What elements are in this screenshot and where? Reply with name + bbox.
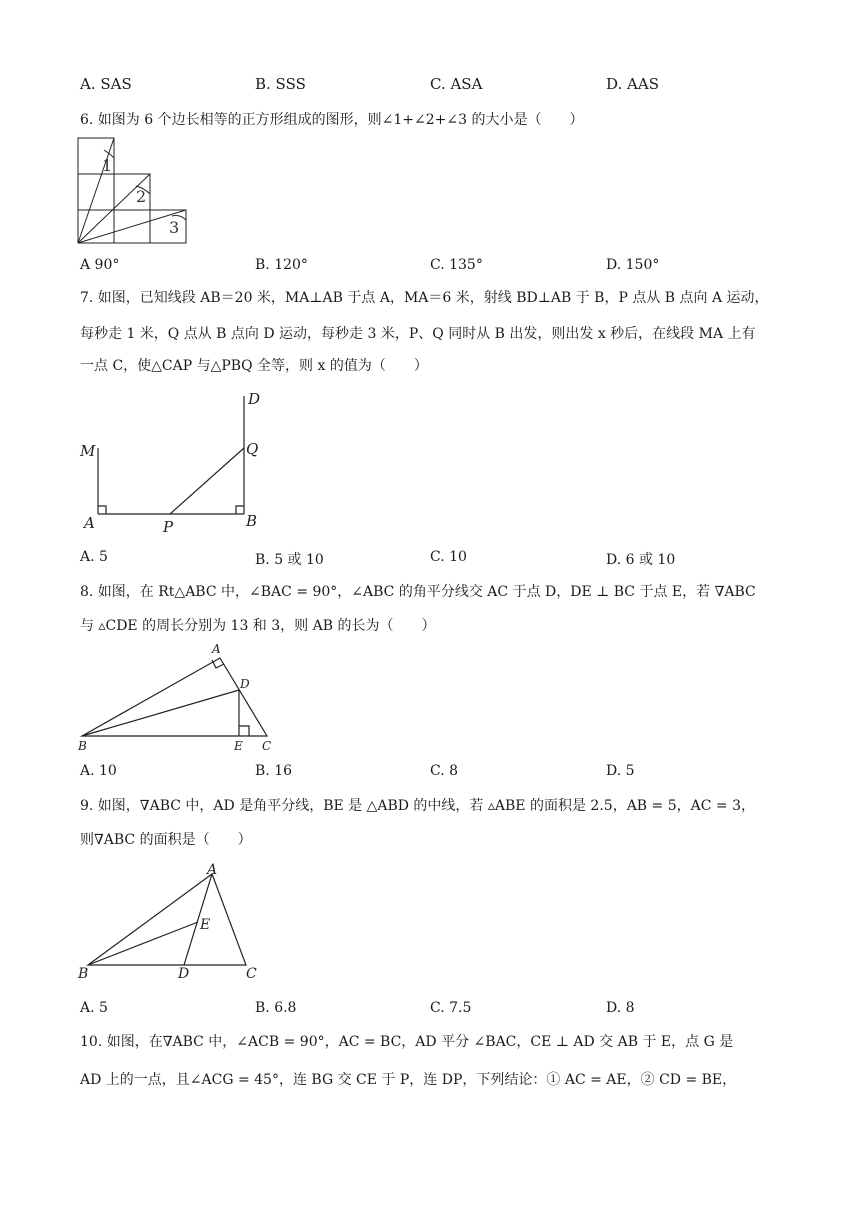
q7-stem-line-2: 每秒走 1 米，Q 点从 B 点向 D 运动，每秒走 3 米，P、Q 同时从 B 出发，则出发 x 秒后，在线段 MA 上有: [80, 326, 756, 342]
q8-stem-line-2: 与 ▵CDE 的周长分别为 13 和 3，则 AB 的长为（ ）: [80, 618, 436, 634]
q7-option-b: B. 5 或 10: [255, 552, 324, 568]
q5-option-a: A. SAS: [80, 75, 132, 93]
q8-stem-line-1: 8. 如图，在 Rt△ABC 中，∠BAC = 90°，∠ABC 的角平分线交 AC 于点 D，DE ⊥ BC 于点 E，若 ∇ABC: [80, 584, 756, 600]
q7-option-d: D. 6 或 10: [606, 552, 676, 568]
q8-label-d: D: [240, 677, 250, 691]
q6-stem: 6. 如图为 6 个边长相等的正方形组成的图形，则∠1+∠2+∠3 的大小是（ ）: [80, 112, 584, 128]
q8-option-c: C. 8: [430, 763, 459, 779]
q8-option-a: A. 10: [80, 763, 117, 779]
q9-stem-line-1: 9. 如图，∇ABC 中，AD 是角平分线，BE 是 △ABD 的中线，若 ▵ABE 的面积是 2.5，AB = 5，AC = 3，: [80, 798, 755, 814]
q9-option-a: A. 5: [80, 1000, 108, 1016]
q7-label-a: A: [84, 514, 95, 532]
q9-option-d: D. 8: [606, 1000, 635, 1016]
q7-option-c: C. 10: [430, 549, 467, 565]
q8-option-d: D. 5: [606, 763, 635, 779]
q8-label-b: B: [78, 739, 87, 753]
q9-label-e: E: [200, 917, 211, 933]
q8-figure: [74, 640, 284, 755]
q9-option-c: C. 7.5: [430, 1000, 472, 1016]
q9-label-b: B: [78, 966, 89, 982]
q7-stem-line-1: 7. 如图，已知线段 AB＝20 米，MA⊥AB 于点 A，MA＝6 米，射线 BD⊥AB 于 B，P 点从 B 点向 A 运动，: [80, 290, 769, 306]
q7-label-q: Q: [246, 440, 259, 458]
q7-label-m: M: [80, 442, 96, 460]
q8-label-c: C: [262, 739, 272, 753]
q9-label-d: D: [178, 966, 190, 982]
q9-stem-line-2: 则∇ABC 的面积是（ ）: [80, 832, 252, 848]
q6-label-1: 1: [102, 156, 113, 175]
q5-option-c: C. ASA: [430, 75, 483, 93]
q9-label-c: C: [246, 966, 257, 982]
q7-figure: [78, 386, 278, 536]
q5-option-d: D. AAS: [606, 75, 659, 93]
q7-stem-line-3: 一点 C，使△CAP 与△PBQ 全等，则 x 的值为（ ）: [80, 358, 428, 374]
q6-option-d: D. 150°: [606, 257, 660, 273]
q9-figure: [74, 860, 274, 985]
q7-label-d: D: [248, 390, 261, 408]
q6-label-3: 3: [169, 218, 180, 237]
q6-label-2: 2: [136, 187, 147, 206]
q7-label-p: P: [163, 518, 174, 536]
q7-option-a: A. 5: [80, 549, 108, 565]
q9-label-a: A: [207, 862, 218, 878]
q6-figure: [74, 134, 190, 246]
q5-option-b: B. SSS: [255, 75, 306, 93]
q6-option-b: B. 120°: [255, 257, 308, 273]
q7-label-b: B: [246, 512, 258, 530]
q10-stem-line-1: 10. 如图，在∇ABC 中，∠ACB = 90°，AC = BC，AD 平分 ∠BAC，CE ⊥ AD 交 AB 于 E，点 G 是: [80, 1034, 734, 1050]
q6-option-c: C. 135°: [430, 257, 483, 273]
q10-stem-line-2: AD 上的一点，且∠ACG = 45°，连 BG 交 CE 于 P，连 DP，下列结论：① AC = AE，② CD = BE，: [80, 1072, 737, 1088]
q8-option-b: B. 16: [255, 763, 293, 779]
q6-option-a: A 90°: [80, 257, 120, 273]
q8-label-a: A: [212, 642, 221, 656]
q8-label-e: E: [234, 739, 243, 753]
q9-option-b: B. 6.8: [255, 1000, 297, 1016]
